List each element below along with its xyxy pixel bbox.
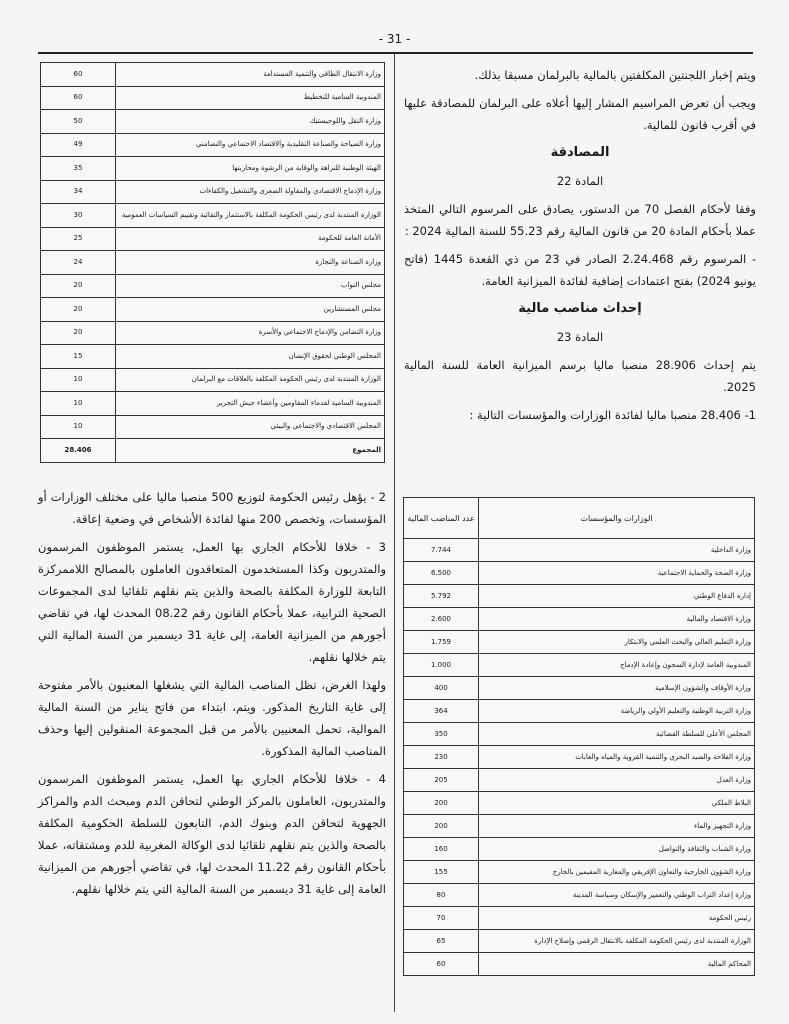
posts-count: 60: [41, 63, 116, 87]
entity-name: وزارة الصحة والحماية الاجتماعية: [479, 562, 755, 585]
posts-table: [403, 497, 755, 976]
table-row: [41, 392, 385, 416]
table-row: [404, 815, 755, 838]
table-row: [404, 907, 755, 930]
posts-count: 60: [404, 953, 479, 976]
table-row: [404, 953, 755, 976]
entity-name: وزارة السياحة والصناعة التقليدية والاقتصاد الاجتماعي والتضامني: [116, 133, 385, 157]
total-label: المجموع: [116, 439, 385, 463]
entity-name: وزارة التضامن والإدماج الاجتماعي والأسرة: [116, 321, 385, 345]
table-row: [404, 608, 755, 631]
entity-name: الوزارة المنتدبة لدى رئيس الحكومة المكلفة بالعلاقات مع البرلمان: [116, 368, 385, 392]
header-posts: عدد المناصب المالية: [404, 498, 479, 539]
entity-name: وزارة العدل: [479, 769, 755, 792]
table-row: [404, 861, 755, 884]
table-row: [404, 838, 755, 861]
table-row: [41, 368, 385, 392]
posts-count: 230: [404, 746, 479, 769]
posts-count: 30: [41, 204, 116, 228]
table-row: [404, 654, 755, 677]
entity-name: المحاكم المالية: [479, 953, 755, 976]
paragraph-inform: ويتم إخبار اللجنتين المكلفتين بالمالية بالبرلمان مسبقا بذلك.: [474, 68, 756, 82]
table-row: [41, 251, 385, 275]
entity-name: المجلس الأعلى للسلطة القضائية: [479, 723, 755, 746]
posts-count: 10: [41, 368, 116, 392]
table-row: [404, 792, 755, 815]
header-rule: [38, 52, 753, 54]
entity-name: المندوبية السامية للتخطيط: [116, 86, 385, 110]
entity-name: مجلس النواب: [116, 274, 385, 298]
posts-count: 34: [41, 180, 116, 204]
entity-name: المندوبية السامية لقدماء المقاومين وأعضاء جيش التحرير: [116, 392, 385, 416]
table-row: [404, 746, 755, 769]
entity-name: وزارة الصناعة والتجارة: [116, 251, 385, 275]
posts-count: 15: [41, 345, 116, 369]
entity-name: الوزارة المنتدبة لدى رئيس الحكومة المكلفة بالاستثمار والتقائية وتقييم السياسات العمومية: [116, 204, 385, 228]
table-total-row: [41, 439, 385, 463]
entity-name: البلاط الملكي: [479, 792, 755, 815]
paragraph-ratify: وفقا لأحكام الفصل 70 من الدستور، يصادق على المرسوم التالي المتخذ عملا بأحكام المادة 20 من قانون المالية رقم 55.23 للسنة المالية 2024 :: [404, 202, 756, 238]
entity-name: وزارة إعداد التراب الوطني والتعمير والإسكان وسياسة المدينة: [479, 884, 755, 907]
table-row: [41, 133, 385, 157]
posts-count: 20: [41, 298, 116, 322]
entity-name: إدارة الدفاع الوطني: [479, 585, 755, 608]
entity-name: المندوبية العامة لإدارة السجون وإعادة الإدماج: [479, 654, 755, 677]
table-row: [404, 585, 755, 608]
table-row: [404, 562, 755, 585]
entity-name: وزارة النقل واللوجيستيك: [116, 110, 385, 134]
table-header-row: [404, 498, 755, 539]
table-row: [41, 180, 385, 204]
entity-name: وزارة الداخلية: [479, 539, 755, 562]
posts-count: 24: [41, 251, 116, 275]
table-row: [404, 884, 755, 907]
entity-name: وزارة الشباب والثقافة والتواصل: [479, 838, 755, 861]
table-row: [41, 274, 385, 298]
posts-table-continued: [40, 62, 385, 463]
table-row: [41, 63, 385, 87]
article-22-title: المادة 22: [556, 174, 604, 188]
table-row: [404, 769, 755, 792]
table-row: [41, 157, 385, 181]
paragraph-decree: - المرسوم رقم 2.24.468 الصادر في 23 من ذي القعدة 1445 (فاتح يونيو 2024) بفتح اعتمادات إضافية لفائدة الميزانية العامة.: [404, 252, 756, 288]
posts-count: 5.792: [404, 585, 479, 608]
entity-name: وزارة الأوقاف والشؤون الإسلامية: [479, 677, 755, 700]
table-row: [404, 677, 755, 700]
posts-count: 20: [41, 321, 116, 345]
entity-name: وزارة الشؤون الخارجية والتعاون الإفريقي والمغاربة المقيمين بالخارج: [479, 861, 755, 884]
entity-name: وزارة الإدماج الاقتصادي والمقاولة الصغرى والتشغيل والكفاءات: [116, 180, 385, 204]
posts-count: 50: [41, 110, 116, 134]
posts-count: 1.759: [404, 631, 479, 654]
entity-name: المجلس الوطني لحقوق الإنسان: [116, 345, 385, 369]
entity-name: رئيس الحكومة: [479, 907, 755, 930]
posts-count: 205: [404, 769, 479, 792]
total-value: 28.406: [41, 439, 116, 463]
table-row: [404, 930, 755, 953]
left-column: [38, 486, 386, 906]
entity-name: وزارة الاقتصاد والمالية: [479, 608, 755, 631]
paragraph-item-3: 3 - خلافا للأحكام الجاري بها العمل، يستمر الموظفون المرسمون والمتدربون وكذا المستخدمون المتعاقدون العاملون بالمصالح اللاممركزة التابعة للوزارة المكلفة بالصحة والذين يتم نقلهم تلقائيا لدى المجموعات الصحية الترابية، عملا بأحكام القانون رقم 08.22 المحدث لها، في تقاضي أجورهم من الميزانية العامة، إلى غاية 31 ديسمبر من السنة المالية التي يتم خلالها نقلهم.: [38, 540, 387, 664]
table-row: [41, 86, 385, 110]
entity-name: وزارة الانتقال الطاقي والتنمية المستدامة: [116, 63, 385, 87]
table-row: [41, 110, 385, 134]
column-divider: [394, 54, 395, 1012]
table-row: [404, 631, 755, 654]
posts-count: 20: [41, 274, 116, 298]
posts-count: 25: [41, 227, 116, 251]
posts-count: 1.000: [404, 654, 479, 677]
posts-count: 7.744: [404, 539, 479, 562]
entity-name: الأمانة العامة للحكومة: [116, 227, 385, 251]
entity-name: الهيئة الوطنية للنزاهة والوقاية من الرشوة ومحاربتها: [116, 157, 385, 181]
table-row: [404, 700, 755, 723]
paragraph-item-1: 1- 28.406 منصبا ماليا لفائدة الوزارات والمؤسسات التالية :: [469, 408, 756, 422]
table-row: [404, 539, 755, 562]
table-row: [41, 204, 385, 228]
posts-count: 35: [41, 157, 116, 181]
entity-name: وزارة الفلاحة والصيد البحري والتنمية القروية والمياه والغابات: [479, 746, 755, 769]
paragraph-item-3-continued: ولهذا الغرض، تظل المناصب المالية التي يشغلها المعنيون بالأمر مفتوحة إلى غاية التاريخ المذكور. ويتم، ابتداء من فاتح يناير من السنة المالية الموالية، تحمل المعنيين بالأمر من قبل المجموعة المنقولين إليها وحذف المناصب المالية المذكورة.: [38, 678, 386, 758]
posts-count: 10: [41, 392, 116, 416]
page-number: - 31 -: [378, 32, 411, 46]
table-row: [41, 415, 385, 439]
heading-financial-posts: إحداث مناصب مالية: [518, 301, 642, 316]
entity-name: المجلس الاقتصادي والاجتماعي والبيئي: [116, 415, 385, 439]
posts-count: 400: [404, 677, 479, 700]
posts-count: 60: [41, 86, 116, 110]
right-column: [404, 64, 756, 432]
posts-count: 200: [404, 792, 479, 815]
posts-count: 49: [41, 133, 116, 157]
table-row: [41, 345, 385, 369]
entity-name: وزارة التعليم العالي والبحث العلمي والابتكار: [479, 631, 755, 654]
paragraph-posts: يتم إحداث 28.906 منصبا ماليا برسم الميزانية العامة للسنة المالية 2025.: [404, 358, 756, 394]
posts-count: 364: [404, 700, 479, 723]
entity-name: وزارة التجهيز والماء: [479, 815, 755, 838]
table-row: [41, 227, 385, 251]
posts-count: 2.600: [404, 608, 479, 631]
posts-count: 350: [404, 723, 479, 746]
article-23-title: المادة 23: [556, 330, 604, 344]
posts-count: 70: [404, 907, 479, 930]
entity-name: الوزارة المنتدبة لدى رئيس الحكومة المكلفة بالانتقال الرقمي وإصلاح الإدارة: [479, 930, 755, 953]
entity-name: مجلس المستشارين: [116, 298, 385, 322]
posts-count: 6.500: [404, 562, 479, 585]
paragraph-submit: ويجب أن تعرض المراسيم المشار إليها أعلاه على البرلمان للمصادقة عليها في أقرب قانون للمالية.: [404, 96, 756, 132]
paragraph-item-4: 4 - خلافا للأحكام الجاري بها العمل، يستمر الموظفون المرسمون والمتدربون، العاملون بالمركز الوطني لتحاقن الدم ومبحث الدم والمراكز الجهوية لتحاقن الدم وبنوك الدم، التابعون للسلطة الحكومية المكلفة بالصحة والذين يتم نقلهم تلقائيا لدى الوكالة المغربية للدم ومشتقاته، عملا بأحكام القانون رقم 11.22 المحدث لها، في تقاضي أجورهم من الميزانية العامة إلى غاية 31 ديسمبر من السنة المالية التي يتم خلالها نقلهم.: [38, 772, 386, 896]
posts-count: 80: [404, 884, 479, 907]
table-row: [41, 321, 385, 345]
header-entity: الوزارات والمؤسسات: [479, 498, 755, 539]
posts-count: 65: [404, 930, 479, 953]
paragraph-item-2: 2 - يؤهل رئيس الحكومة لتوزيع 500 منصبا ماليا على مختلف الوزارات أو المؤسسات، وتخصص 200 منها لفائدة الأشخاص في وضعية إعاقة.: [38, 490, 386, 526]
posts-count: 155: [404, 861, 479, 884]
table-row: [41, 298, 385, 322]
entity-name: وزارة التربية الوطنية والتعليم الأولي والرياضة: [479, 700, 755, 723]
posts-count: 160: [404, 838, 479, 861]
posts-count: 10: [41, 415, 116, 439]
heading-ratification: المصادقة: [550, 145, 610, 160]
table-row: [404, 723, 755, 746]
posts-count: 200: [404, 815, 479, 838]
